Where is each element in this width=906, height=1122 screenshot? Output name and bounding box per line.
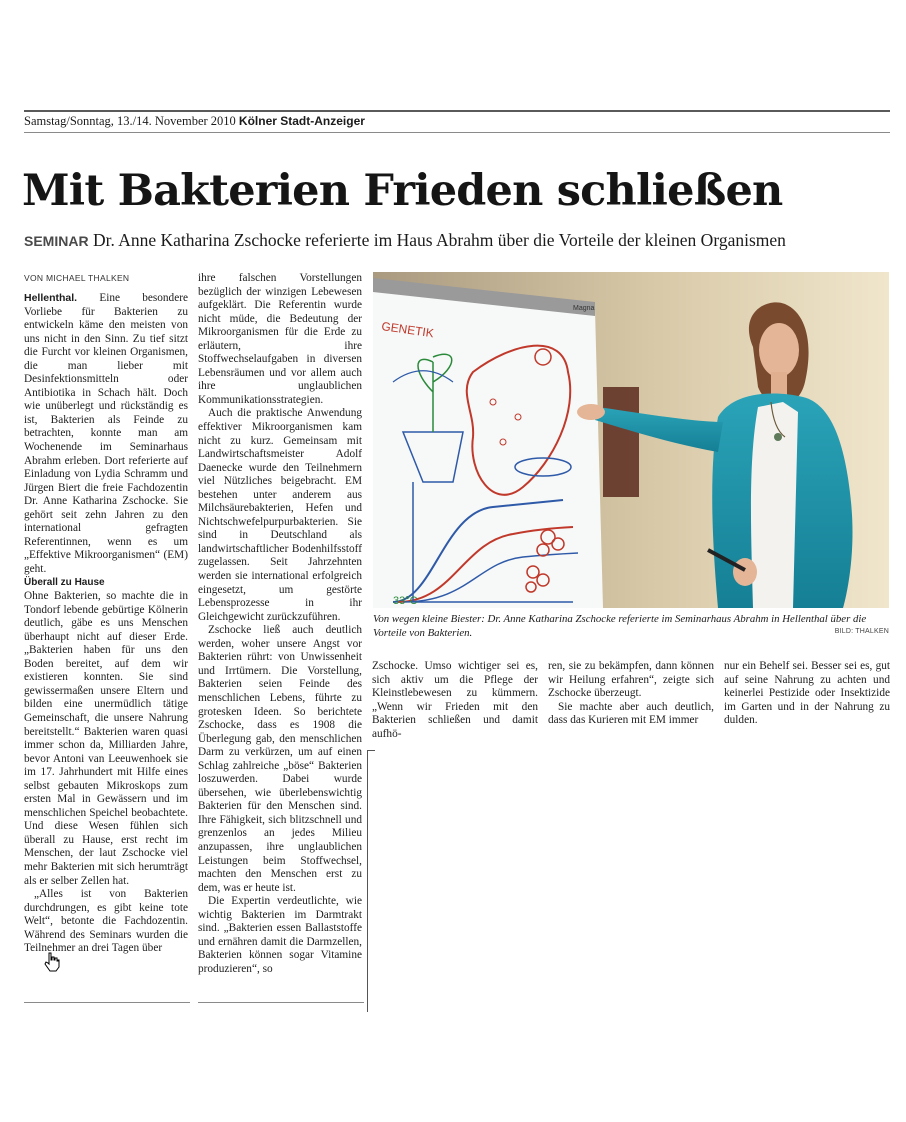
hand-cursor-icon — [44, 952, 60, 972]
headline: Mit Bakterien Frieden schließen — [22, 166, 783, 216]
column-bottom-rule — [198, 1002, 364, 1003]
article-paragraph: Zschocke. Umso wichtiger sei es, sich aktiv um die Pflege der Kleinstlebewesen zu kümmern. „Wenn wir Frieden mit den Bakterien schließen und damit aufhö- — [372, 660, 538, 740]
top-rule-thick — [24, 110, 890, 112]
subheadline — [24, 229, 890, 252]
article-paragraph: „Alles ist von Bakterien durchdrungen, es gibt keine tote Welt“, betonte die Fachdozentin. Während des Seminars wurden die Teilnehmer an drei Tagen über — [24, 888, 188, 955]
article-column-2 — [198, 272, 362, 976]
column-bottom-rule — [24, 1002, 190, 1003]
board-note: 33°C — [393, 595, 418, 607]
subheadline-text: Dr. Anne Katharina Zschocke referierte im Haus Abrahm über die Vorteile der kleinen Organismen — [92, 230, 786, 250]
section-subhead: Überall zu Hause — [24, 577, 105, 589]
board-heading: GENETIK — [380, 319, 435, 341]
dateline: Hellenthal. — [24, 292, 78, 304]
board-brand: Magna — [573, 305, 595, 312]
article-paragraph: Zschocke ließ auch deutlich werden, woher unsere Angst vor Bakterien rührt: von Unwissenheit und Irrtümern. Die Vorstellung, Bakterien seien Feinde des menschlichen Lebens, führte zu grotesken Ideen. So berichtete Zschocke, dass es 1908 die Überlegung gab, den menschlichen Darm zu verkürzen, um auf einen Schlag zahlreiche „böse“ Bakterien loszuwerden. Dabei wurde übersehen, wie überlebenswichtig Bakterien für den Menschen sind. Ihre Fähigkeit, sich blitzschnell und grenzenlos an jedes Milieu anzupassen, ihre unglaublichen Leistungen beim Stoffwechsel, machten den Menschen erst zu dem, was er heute ist. — [198, 624, 362, 894]
photo-credit: BILD: THALKEN — [834, 628, 889, 635]
article-column-4 — [548, 660, 714, 728]
column-divider — [367, 750, 368, 1012]
article-paragraph: Auch die praktische Anwendung effektiver Mikroorganismen kam nicht zu kurz. Gemeinsam mit Landwirtschaftsmeister Adolf Daenecke wurde den Teilnehmern viel Nützliches beigebracht. EM bestehen unter anderem aus Milchsäurebakterien, Hefen und Nichtschwefelpurpurbakterien. Sie sind in Deutschland als landwirtschaftlicher Bodenhilfsstoff zugelassen. Seit Jahrzehnten werden sie international erfolgreich eingesetzt, um gestörte Lebensprozesse in ihr Gleichgewicht zurückzuführen. — [198, 407, 362, 623]
article-paragraph: nur ein Behelf sei. Besser sei es, gut auf seine Nahrung zu achten und keinerlei Pestizide oder Insektizide im Garten und in der Nahrung zu dulden. — [724, 660, 890, 727]
byline: VON MICHAEL THALKEN — [24, 273, 130, 283]
masthead — [24, 113, 890, 129]
article-column-5 — [724, 660, 890, 728]
article-paragraph: Ohne Bakterien, so machte die in Tondorf lebende gebürtige Kölnerin deutlich, gäbe es uns Menschen überhaupt nicht auf dieser Erde. „Bakterien haben für uns den Boden bereitet, auf dem wir existieren konnten. Sie sind gewissermaßen unsere Eltern und bilden eine unermüdlich tätige Gemeinschaft, die unsere Nahrung bereitstellt.“ Bakterien waren quasi immer schon da, Milliarden Jahre, bevor Antoni van Leeuwenhoek sie im 17. Jahrhundert mit Hilfe eines selbst gebauten Mikroskops zum ersten Mal in Gewässern und im menschlichen Speichel beobachtete. Und diese Wesen fühlen sich überall zu Hause, erst recht im Menschen, der laut Zschocke viel mehr Bakterien mit sich herumträgt als er selber Zellen hat. — [24, 590, 188, 887]
masthead-newspaper: Kölner Stadt-Anzeiger — [238, 114, 365, 128]
top-rule-thin — [24, 132, 890, 133]
paragraph-text: Eine besondere Vorliebe für Bakterien zu entwickeln käme den meisten von uns nicht in den Sinn. Zu tief sitzt die Furcht vor kleinen Organismen, die man lieber mit Desinfektionsmitteln oder Antibiotika in Schach hält. Doch wie unüberlegt und rückständig es ist, Bakterien als Feinde zu betrachten, konnte man am Wochenende im Seminarhaus Abrahm erleben. Dort referierte auf Einladung von Lydia Schramm und Jürgen Biert die freie Fachdozentin Dr. Anne Katharina Zschocke. Sie gehört seit zehn Jahren zu den international gefragten Referentinnen, wenn es um „Effektive Mikroorganismen“ (EM) geht. — [24, 292, 188, 575]
article-column-1 — [24, 292, 188, 956]
masthead-date: Samstag/Sonntag, 13./14. November 2010 — [24, 114, 236, 128]
photo-illustration — [373, 272, 889, 608]
column-divider-tick — [367, 750, 375, 751]
article-column-3 — [372, 660, 538, 741]
article-paragraph: ihre falschen Vorstellungen bezüglich der winzigen Lebewesen aufgeklärt. Die Referentin wurde nicht müde, die Bedeutung der Mikroorganismen für die Erde zu erläutern, ihre Stoffwechselaufgaben in diversen Lebensräumen und vor allem auch ihre unglaublichen Kommunikationsstrategien. — [198, 272, 362, 406]
article-paragraph: Die Expertin verdeutlichte, wie wichtig Bakterien im Darmtrakt sind. „Bakterien essen Ballaststoffe und ernähren damit die Darmzellen, Bakterien können sogar Vitamine produzieren“, so — [198, 895, 362, 975]
article-photo — [373, 272, 889, 608]
article-paragraph: Sie machte aber auch deutlich, dass das Kurieren mit EM immer — [548, 700, 714, 727]
subheadline-kicker: SEMINAR — [24, 233, 89, 249]
article-paragraph — [24, 292, 188, 576]
article-paragraph: ren, sie zu bekämpfen, dann können wir Heilung erfahren“, zeigte sich Zschocke überzeugt. — [548, 660, 714, 700]
photo-caption: Von wegen kleine Biester: Dr. Anne Katharina Zschocke referierte im Seminarhaus Abrahm in Hellenthal über die Vorteile von Bakterien. — [373, 613, 867, 639]
